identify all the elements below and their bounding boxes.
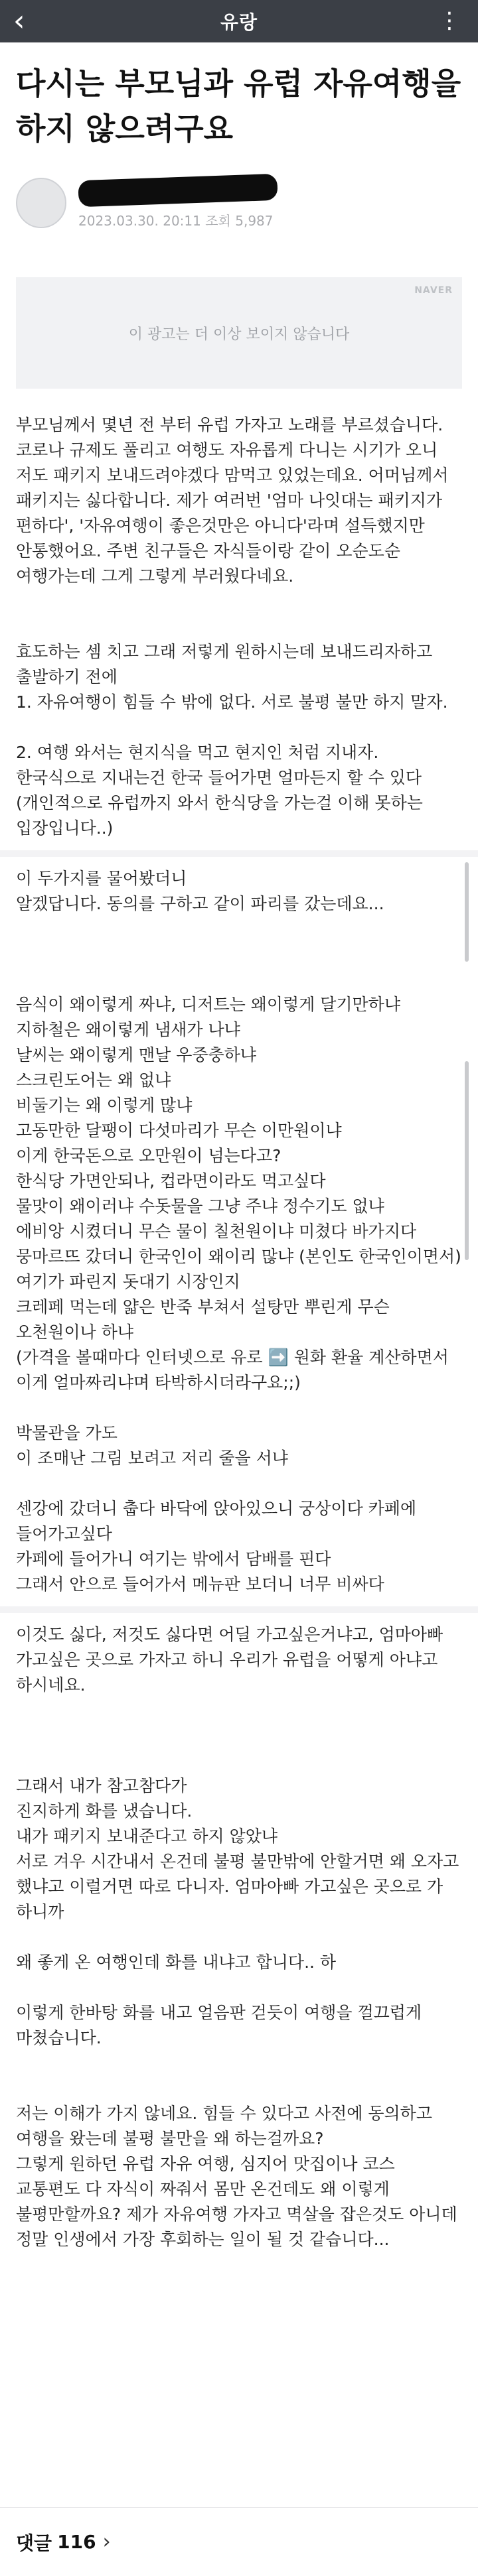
chevron-left-icon[interactable]: ‹	[13, 4, 25, 38]
body-paragraph: 효도하는 셈 치고 그래 저렇게 원하시는데 보내드리자하고 출발하기 전에	[16, 642, 433, 686]
body-paragraph: 카페에 들어가니 여기는 밖에서 담배를 핀다	[16, 1549, 331, 1569]
body-paragraph: 1. 자유여행이 힘들 수 밖에 없다. 서로 불평 불만 하지 말자.	[16, 692, 448, 712]
ad-brand: NAVER	[414, 285, 453, 296]
body-paragraph: 이렇게 한바탕 화를 내고 얼음판 걷듯이 여행을 껄끄럽게 마쳤습니다.	[16, 2003, 422, 2047]
author-name-redacted	[78, 173, 278, 206]
cafe-title: 유랑	[220, 11, 258, 33]
app-bar	[0, 0, 478, 42]
blank-line	[16, 589, 462, 614]
blank-line	[16, 1698, 462, 1723]
blank-line	[16, 614, 462, 639]
comments-label: 댓글	[16, 2532, 52, 2554]
body-paragraph: 센강에 갔더니 춥다 바닥에 앉아있으니 궁상이다 카페에 들어가고싶다	[16, 1499, 417, 1543]
blank-line	[16, 1975, 462, 2000]
body-paragraph: 진지하게 화를 냈습니다.	[16, 1801, 193, 1821]
body-paragraph: 물맛이 왜이러냐 수돗물을 그냥 주냐 정수기도 없냐	[16, 1196, 384, 1216]
body-paragraph: 그래서 안으로 들어가서 메뉴판 보더니 너무 비싸다	[16, 1575, 384, 1594]
body-paragraph: 그래서 내가 참고참다가	[16, 1776, 187, 1795]
body-paragraph: 저는 이해가 가지 않네요. 힘들 수 있다고 사전에 동의하고 여행을 왔는데 불평 불만을 왜 하는걸까요?	[16, 2104, 432, 2148]
blank-line	[16, 715, 462, 740]
blank-line	[16, 2076, 462, 2101]
more-vertical-icon[interactable]: ⋮	[438, 7, 461, 34]
blank-line	[16, 1723, 462, 1748]
comments-count: 116	[57, 2531, 96, 2553]
body-paragraph: 스크린도어는 왜 없냐	[16, 1070, 171, 1090]
blank-line	[16, 1471, 462, 1496]
section-divider	[0, 850, 478, 857]
body-section-1	[16, 413, 462, 841]
body-paragraph: 지하철은 왜이렇게 냄새가 나냐	[16, 1020, 240, 1039]
views-count: 5,987	[235, 212, 274, 229]
scrollbar[interactable]	[465, 1061, 469, 1260]
blank-line	[16, 1395, 462, 1421]
body-paragraph: 정말 인생에서 가장 후회하는 일이 될 것 같습니다...	[16, 2230, 390, 2249]
body-paragraph: 음식이 왜이렇게 짜냐, 디저트는 왜이렇게 달기만하냐	[16, 995, 400, 1014]
article-body	[0, 413, 478, 2252]
body-paragraph: 그렇게 원하던 유럽 자유 여행, 심지어 맛집이나 코스 교통편도 다 자식이 짜줘서 몸만 온건데도 왜 이렇게 불평만할까요? 제가 자유여행 가자고 멱살을 잡은것도 아니데	[16, 2154, 457, 2224]
body-paragraph: 고동만한 달팽이 다섯마리가 무슨 이만원이냐	[16, 1121, 342, 1140]
article-title: 다시는 부모님과 유럽 자유여행을 하지 않으려구요	[16, 66, 461, 147]
body-section-3	[16, 1622, 462, 2252]
body-paragraph: 박물관을 가도	[16, 1423, 118, 1443]
body-paragraph: 에비앙 시켰더니 무슨 물이 칠천원이냐 미쳤다 바가지다	[16, 1222, 417, 1241]
views-label: 조회	[205, 212, 231, 229]
body-paragraph: (가격을 볼때마다 인터넷으로 유로 ➡️ 원화 환율 계산하면서 이게 얼마짜리냐며 타박하시더라구요;;)	[16, 1348, 449, 1392]
body-paragraph: 부모님께서 몇년 전 부터 유럽 가자고 노래를 부르셨습니다.	[16, 415, 443, 434]
body-paragraph: 한식당 가면안되나, 컵라면이라도 먹고싶다	[16, 1171, 326, 1191]
blank-line	[16, 1925, 462, 1950]
comments-bar[interactable]	[0, 2507, 478, 2576]
section-divider	[0, 1606, 478, 1613]
blank-line	[16, 2051, 462, 2076]
post-date: 2023.03.30. 20:11	[78, 212, 201, 229]
blank-line	[16, 942, 462, 967]
chevron-right-icon: ›	[102, 2530, 111, 2553]
body-paragraph: 코로나 규제도 풀리고 여행도 자유롭게 다니는 시기가 오니 저도 패키지 보내드려야겠다 맘먹고 있었는데요. 어머님께서 패키지는 싫다합니다. 제가 여러번 '엄마 나잇대는 패키지가 편하다', '자유여행이 좋은것만은 아니다'라며 설득했지만 안통했어요. 주변 친구들은 자식들이랑 같이 오순도순 여행가는데 그게 그렇게 부러웠다네요.	[16, 440, 449, 586]
post-meta	[78, 210, 278, 229]
body-paragraph: 이것도 싫다, 저것도 싫다면 어딜 가고싶은거냐고, 엄마아빠 가고싶은 곳으로 가자고 하니 우리가 유럽을 어떻게 아냐고 하시네요.	[16, 1625, 443, 1695]
body-paragraph: 이 두가지를 물어봤더니	[16, 869, 187, 888]
body-paragraph: 이 조매난 그림 보려고 저리 줄을 서냐	[16, 1449, 288, 1468]
body-paragraph: 한국식으로 지내는건 한국 들어가면 얼마든지 할 수 있다 (개인적으로 유럽까지 와서 한식당을 가는걸 이해 못하는 입장입니다..)	[16, 768, 423, 838]
blank-line	[16, 967, 462, 992]
body-paragraph: 뭉마르뜨 갔더니 한국인이 왜이리 많냐 (본인도 한국인이면서) 여기가 파린지 돗대기 시장인지	[16, 1247, 461, 1291]
blank-line	[16, 1748, 462, 1773]
scrollbar[interactable]	[465, 862, 469, 962]
body-paragraph: 내가 패키지 보내준다고 하지 않았냐	[16, 1827, 278, 1846]
body-paragraph: 비둘기는 왜 이렇게 많냐	[16, 1096, 193, 1115]
body-section-2	[16, 866, 462, 1597]
ad-message: 이 광고는 더 이상 보이지 않습니다	[128, 326, 350, 343]
body-paragraph: 날씨는 왜이렇게 맨날 우중충하냐	[16, 1045, 256, 1064]
avatar[interactable]	[16, 178, 66, 228]
body-paragraph: 알겠답니다. 동의를 구하고 같이 파리를 갔는데요...	[16, 894, 384, 913]
body-paragraph: 왜 좋게 온 여행인데 화를 내냐고 합니다.. 하	[16, 1953, 337, 1972]
author-meta	[0, 151, 478, 244]
blank-line	[16, 917, 462, 942]
ad-placeholder	[16, 277, 462, 389]
body-paragraph: 서로 겨우 시간내서 온건데 불평 불만밖에 안할거면 왜 오자고 했냐고 이럴거면 따로 다니자. 엄마아빠 가고싶은 곳으로 가 하니까	[16, 1852, 459, 1921]
body-paragraph: 2. 여행 와서는 현지식을 먹고 현지인 처럼 지내자.	[16, 743, 379, 762]
body-paragraph: 이게 한국돈으로 오만원이 넘는다고?	[16, 1146, 281, 1165]
body-paragraph: 크레페 먹는데 얇은 반죽 부쳐서 설탕만 뿌린게 무슨 오천원이나 하냐	[16, 1297, 390, 1342]
